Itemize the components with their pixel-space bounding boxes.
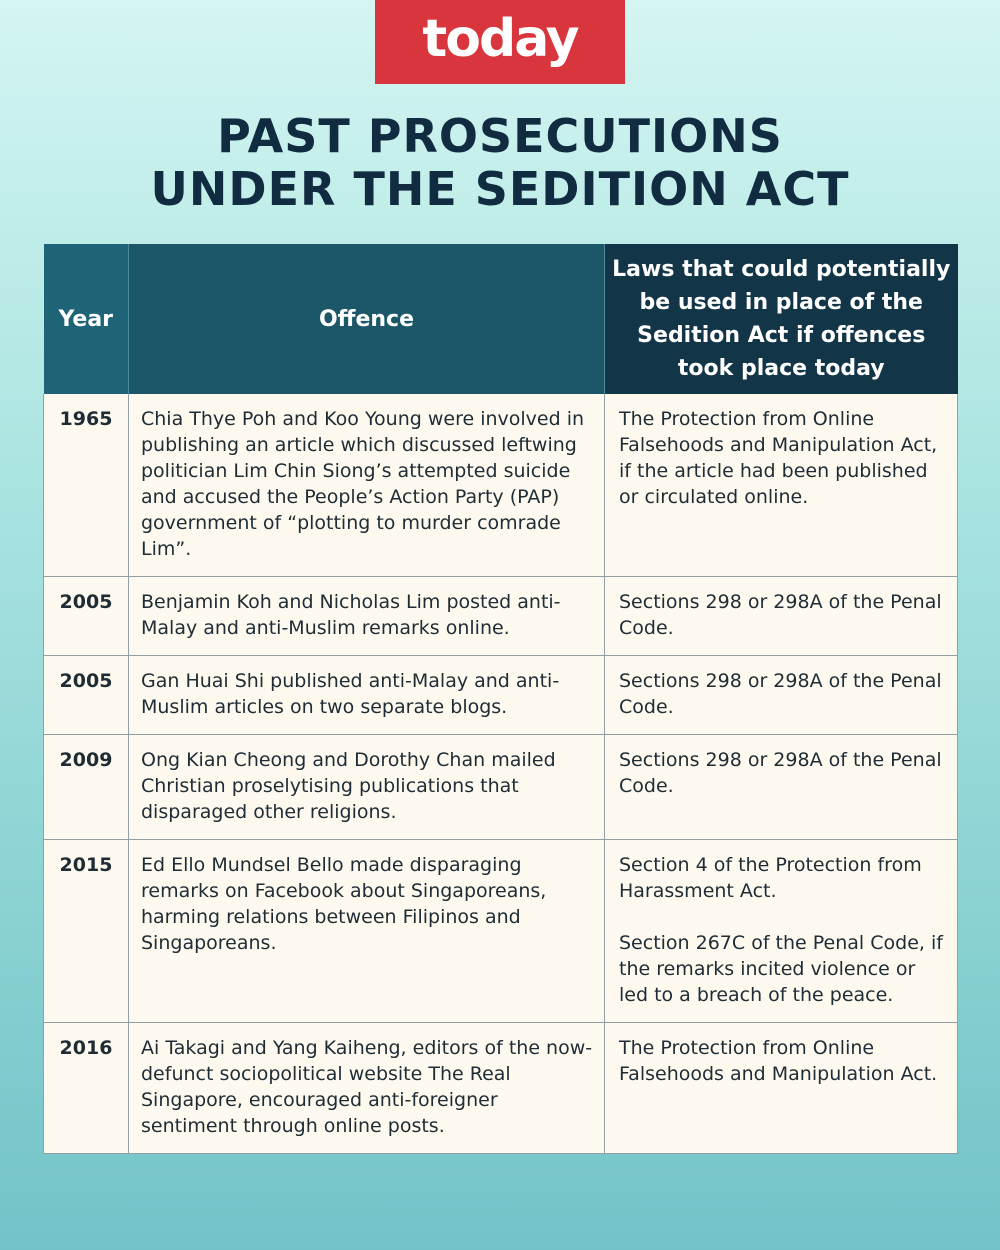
laws-cell (605, 394, 958, 577)
law-text: Sections 298 or 298A of the Penal Code. (619, 749, 942, 797)
year-cell: 2005 (44, 577, 129, 656)
laws-cell (605, 735, 958, 840)
title-line-1: PAST PROSECUTIONS (217, 109, 783, 163)
law-text: The Protection from Online Falsehoods and Manipulation Act, if the article had been published or circulated online. (619, 408, 938, 508)
laws-cell (605, 577, 958, 656)
header-year: Year (44, 244, 129, 394)
year-cell: 2015 (44, 840, 129, 1023)
today-logo: today (375, 0, 625, 84)
law-text: Section 267C of the Penal Code, if the remarks incited violence or led to a breach of the peace. (619, 932, 943, 1006)
page-title (0, 110, 1000, 216)
table-row (44, 577, 958, 656)
law-text: The Protection from Online Falsehoods and Manipulation Act. (619, 1037, 938, 1085)
offence-cell: Ong Kian Cheong and Dorothy Chan mailed Christian proselytising publications that disparaged other religions. (129, 735, 605, 840)
offence-cell: Benjamin Koh and Nicholas Lim posted anti-Malay and anti-Muslim remarks online. (129, 577, 605, 656)
offence-cell: Ed Ello Mundsel Bello made disparaging remarks on Facebook about Singaporeans, harming relations between Filipinos and Singaporeans. (129, 840, 605, 1023)
law-text: Section 4 of the Protection from Harassment Act. (619, 854, 922, 902)
laws-cell (605, 656, 958, 735)
year-cell: 2009 (44, 735, 129, 840)
year-cell: 1965 (44, 394, 129, 577)
table-header-row (44, 244, 958, 394)
header-laws: Laws that could potentially be used in place of the Sedition Act if offences took place today (605, 244, 958, 394)
table-row (44, 840, 958, 1023)
header-offence: Offence (129, 244, 605, 394)
law-text: Sections 298 or 298A of the Penal Code. (619, 670, 942, 718)
offence-cell: Chia Thye Poh and Koo Young were involved in publishing an article which discussed leftwing politician Lim Chin Siong’s attempted suicide and accused the People’s Action Party (PAP) government of “plotting to murder comrade Lim”. (129, 394, 605, 577)
offence-cell: Ai Takagi and Yang Kaiheng, editors of the now-defunct sociopolitical website The Real Singapore, encouraged anti-foreigner sentiment through online posts. (129, 1023, 605, 1154)
table-row (44, 735, 958, 840)
year-cell: 2005 (44, 656, 129, 735)
prosecutions-table (43, 244, 958, 1154)
table-row (44, 1023, 958, 1154)
law-text: Sections 298 or 298A of the Penal Code. (619, 591, 942, 639)
laws-cell (605, 840, 958, 1023)
table-row (44, 394, 958, 577)
laws-cell (605, 1023, 958, 1154)
offence-cell: Gan Huai Shi published anti-Malay and anti-Muslim articles on two separate blogs. (129, 656, 605, 735)
table-row (44, 656, 958, 735)
title-line-2: UNDER THE SEDITION ACT (150, 162, 850, 216)
table-body (44, 394, 958, 1154)
year-cell: 2016 (44, 1023, 129, 1154)
